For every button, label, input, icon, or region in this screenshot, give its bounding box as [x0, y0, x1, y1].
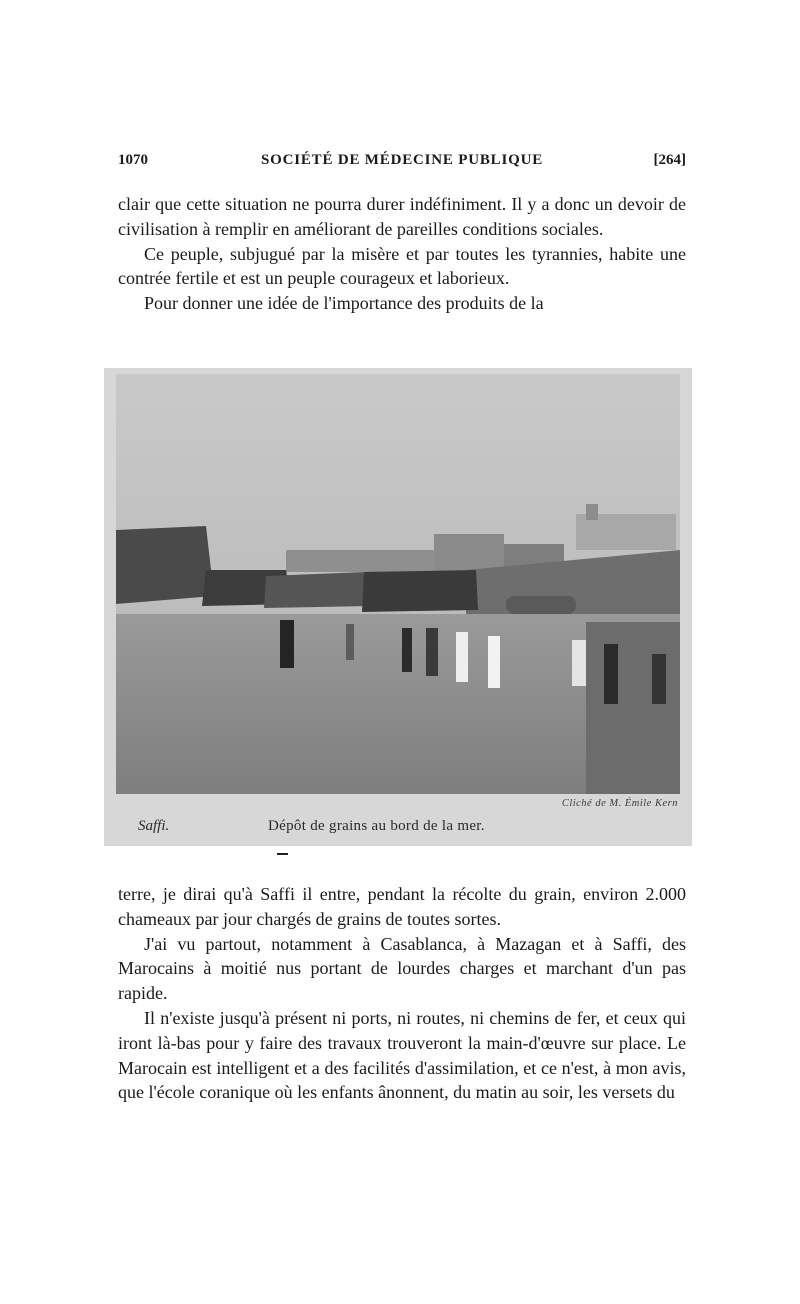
figure — [104, 368, 692, 846]
text-block-top — [118, 192, 686, 316]
paragraph: Pour donner une idée de l'importance des produits de la — [144, 293, 544, 314]
paragraph: clair que cette situation ne pourra durer indéfiniment. Il y a donc un devoir de civilisation à remplir en améliorant de pareilles conditions sociales. — [118, 194, 686, 239]
figure-caption: Dépôt de grains au bord de la mer. — [268, 818, 485, 834]
paragraph: J'ai vu partout, notamment à Casablanca, à Mazagan et à Saffi, des Marocains à moitié nus portant de lourdes charges et marchant d'un pas rapide. — [118, 933, 686, 1004]
photograph-saffi-grain-depot — [116, 374, 680, 794]
paragraph: Il n'existe jusqu'à présent ni ports, ni routes, ni chemins de fer, et ceux qui iront là-bas pour y faire des travaux trouveront la main-d'œuvre sur place. Le Marocain est intelligent et a des facilités d'assimilation, et ce n'est, à mon avis, que l'école coranique où les enfants ânonnent, du matin au soir, les versets du — [118, 1007, 686, 1103]
photo-credit: Cliché de M. Émile Kern — [561, 798, 678, 809]
dash-mark — [277, 853, 288, 855]
paragraph: terre, je dirai qu'à Saffi il entre, pendant la récolte du grain, environ 2.000 chameaux par jour chargés de grains de toutes sortes. — [118, 884, 686, 929]
page-number: 1070 — [118, 152, 148, 168]
running-head — [118, 152, 686, 174]
caption-place: Saffi. — [138, 818, 170, 834]
running-title: SOCIÉTÉ DE MÉDECINE PUBLIQUE — [260, 152, 544, 168]
folio-number: [264] — [653, 152, 686, 168]
paragraph: Ce peuple, subjugué par la misère et par toutes les tyrannies, habite une contrée fertile et est un peuple courageux et laborieux. — [118, 243, 686, 289]
text-block-bottom — [118, 882, 686, 1105]
